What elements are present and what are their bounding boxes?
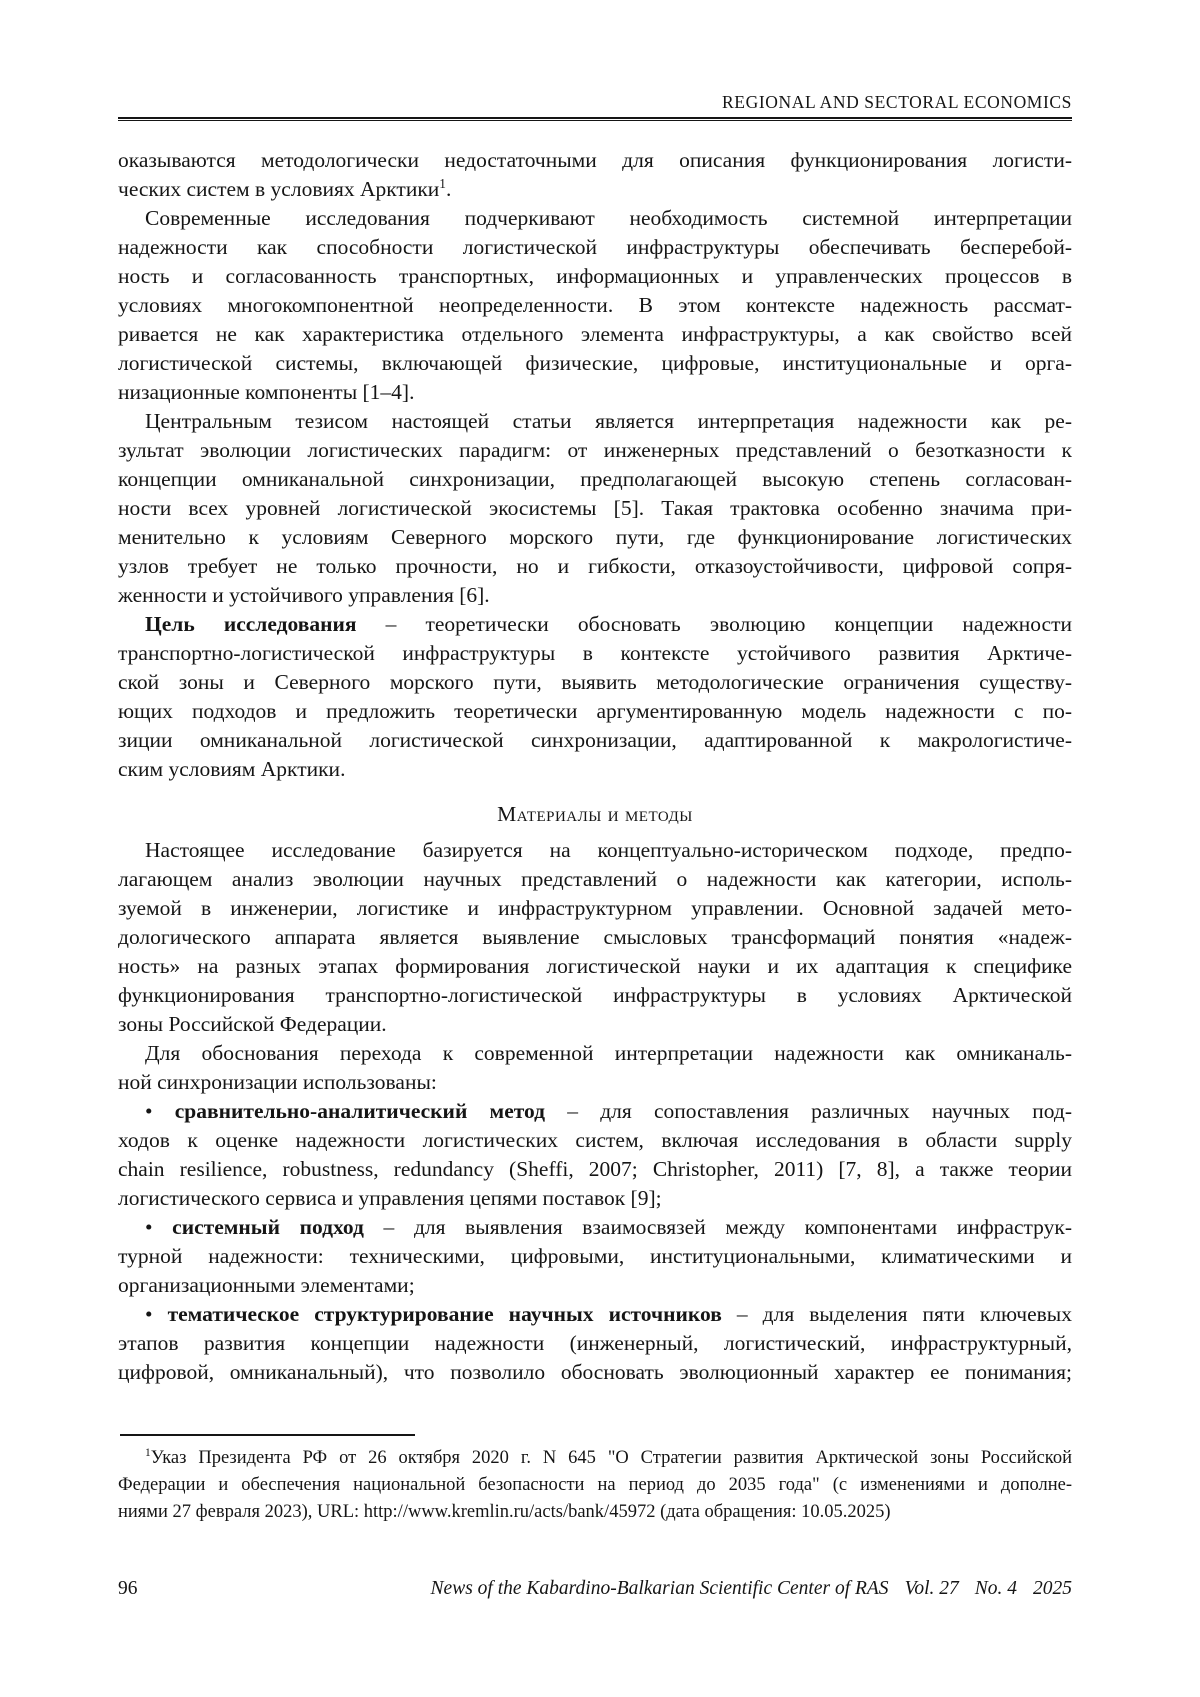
section-heading: Материалы и методы [497,802,693,826]
footnote [118,1434,1072,1526]
text-line: ность» на разных этапах формирования логистической науки и их адаптация к специфике [118,954,1072,978]
text-line: ной синхронизации использованы: [118,1070,437,1094]
text-line: $^1$Указ Президента РФ от 26 октября 2020 г. N 645 "О Стратегии развития Арктической зоны Российской [145,1446,1072,1468]
footnote-1 [118,1445,1072,1526]
body-text [118,146,1072,1387]
text-line: низационные компоненты [1–4]. [118,380,415,404]
text-line: ность и согласованность транспортных, информационных и управленческих процессов в [118,264,1072,288]
text-line: надежности как способности логистической инфраструктуры обеспечивать бесперебой- [118,235,1072,259]
text-line: зиции омниканальной логистической синхронизации, адаптированной к макрологистиче- [118,728,1072,752]
text-line: оказываются методологически недостаточными для описания функционирования логисти- [118,148,1072,172]
text-line: • сравнительно-аналитический метод – для сопоставления различных научных под- [145,1099,1072,1123]
text-line: ходов к оценке надежности логистических систем, включая исследования в области supply [118,1128,1072,1152]
paragraph-justification [118,1039,1072,1097]
text-line: ривается не как характеристика отдельного элемента инфраструктуры, а как свойство всей [118,322,1072,346]
page-header [118,92,1072,121]
text-line: дологического аппарата является выявление смысловых трансформаций понятия «надеж- [118,925,1072,949]
paragraph-modern-research [118,204,1072,407]
footnote-separator [120,1434,415,1436]
text-line: Настоящее исследование базируется на концептуально-историческом подходе, предпо- [145,838,1072,862]
text-line: транспортно-логистической инфраструктуры в контексте устойчивого развития Арктиче- [118,641,1072,665]
text-line: концепции омниканальной синхронизации, предполагающей высокую степень согласован- [118,467,1072,491]
text-line: chain resilience, robustness, redundancy (Sheffi, 2007; Christopher, 2011) [7, 8], а также теории [118,1157,1072,1181]
text-line: зоны Российской Федерации. [118,1012,387,1036]
bullet-thematic-structuring [118,1300,1072,1387]
text-line: функционирования транспортно-логистической инфраструктуры в условиях Арктической [118,983,1072,1007]
text-line: организационными элементами; [118,1273,415,1297]
text-line: • системный подход – для выявления взаимосвязей между компонентами инфраструк- [145,1215,1072,1239]
paragraph-continuation [118,146,1072,204]
text-line: Современные исследования подчеркивают необходимость системной интерпретации [145,206,1072,230]
footnote-text [118,1445,1072,1526]
text-line: Цель исследования – теоретически обосновать эволюцию концепции надежности [145,612,1072,636]
text-line: Центральным тезисом настоящей статьи является интерпретация надежности как ре- [145,409,1072,433]
text-line: Для обоснования перехода к современной интерпретации надежности как омниканаль- [145,1041,1072,1065]
text-line: ческих систем в условиях Арктики$^1$. [118,175,452,201]
paragraph-research-goal [118,610,1072,784]
text-line: цифровой, омниканальный), что позволило обосновать эволюционный характер ее понимания; [118,1360,1072,1384]
text-line: зуемой в инженерии, логистике и инфраструктурном управлении. Основной задачей мето- [118,896,1072,920]
text-line: этапов развития концепции надежности (инженерный, логистический, инфраструктурный, [118,1331,1072,1355]
text-line: зультат эволюции логистических парадигм: от инженерных представлений о безотказности к [118,438,1072,462]
text-line: логистического сервиса и управления цепями поставок [9]; [118,1186,662,1210]
text-line: условиях многокомпонентной неопределенности. В этом контексте надежность рассмат- [118,293,1072,317]
page-footer [118,1578,1072,1600]
bullet-system-approach [118,1213,1072,1300]
journal-title: News of the Kabardino-Balkarian Scientific Center of RAS [430,1578,889,1599]
text-line: ской зоны и Северного морского пути, выявить методологические ограничения существу- [118,670,1072,694]
journal-issue: No. 4 [974,1578,1017,1599]
text-line: логистической системы, включающей физические, цифровые, институциональные и орга- [118,351,1072,375]
journal-volume: Vol. 27 [904,1578,959,1599]
text-line: ниями 27 февраля 2023), URL: http://www.kremlin.ru/acts/bank/45972 (дата обращения: 10.05.2025) [118,1502,891,1522]
text-line: лагающем анализ эволюции научных представлений о надежности как категории, исполь- [118,867,1072,891]
text-line: • тематическое структурирование научных источников – для выделения пяти ключевых [145,1302,1073,1326]
paragraph-central-thesis [118,407,1072,610]
text-line: ским условиям Арктики. [118,757,346,781]
text-line: ющих подходов и предложить теоретически аргументированную модель надежности с по- [118,699,1072,723]
journal-year: 2025 [1033,1578,1072,1599]
text-line: турной надежности: техническими, цифровыми, институциональными, климатическими и [118,1244,1072,1268]
text-line: узлов требует не только прочности, но и гибкости, отказоустойчивости, цифровой сопря- [118,554,1072,578]
page-number: 96 [118,1578,138,1599]
text-line: ности всех уровней логистической экосистемы [5]. Такая трактовка особенно значима при- [118,496,1072,520]
running-title: REGIONAL AND SECTORAL ECONOMICS [722,92,1072,112]
text-line: Федерации и обеспечения национальной безопасности на период до 2035 года" (с изменениями и дополне- [118,1475,1072,1495]
journal-reference [431,1578,1072,1600]
text-line: женности и устойчивого управления [6]. [118,583,490,607]
paragraph-methods-intro [118,836,1072,1039]
header-rule [118,117,1072,121]
text-line: менительно к условиям Северного морского пути, где функционирование логистических [118,525,1072,549]
bullet-comparative-method [118,1097,1072,1213]
